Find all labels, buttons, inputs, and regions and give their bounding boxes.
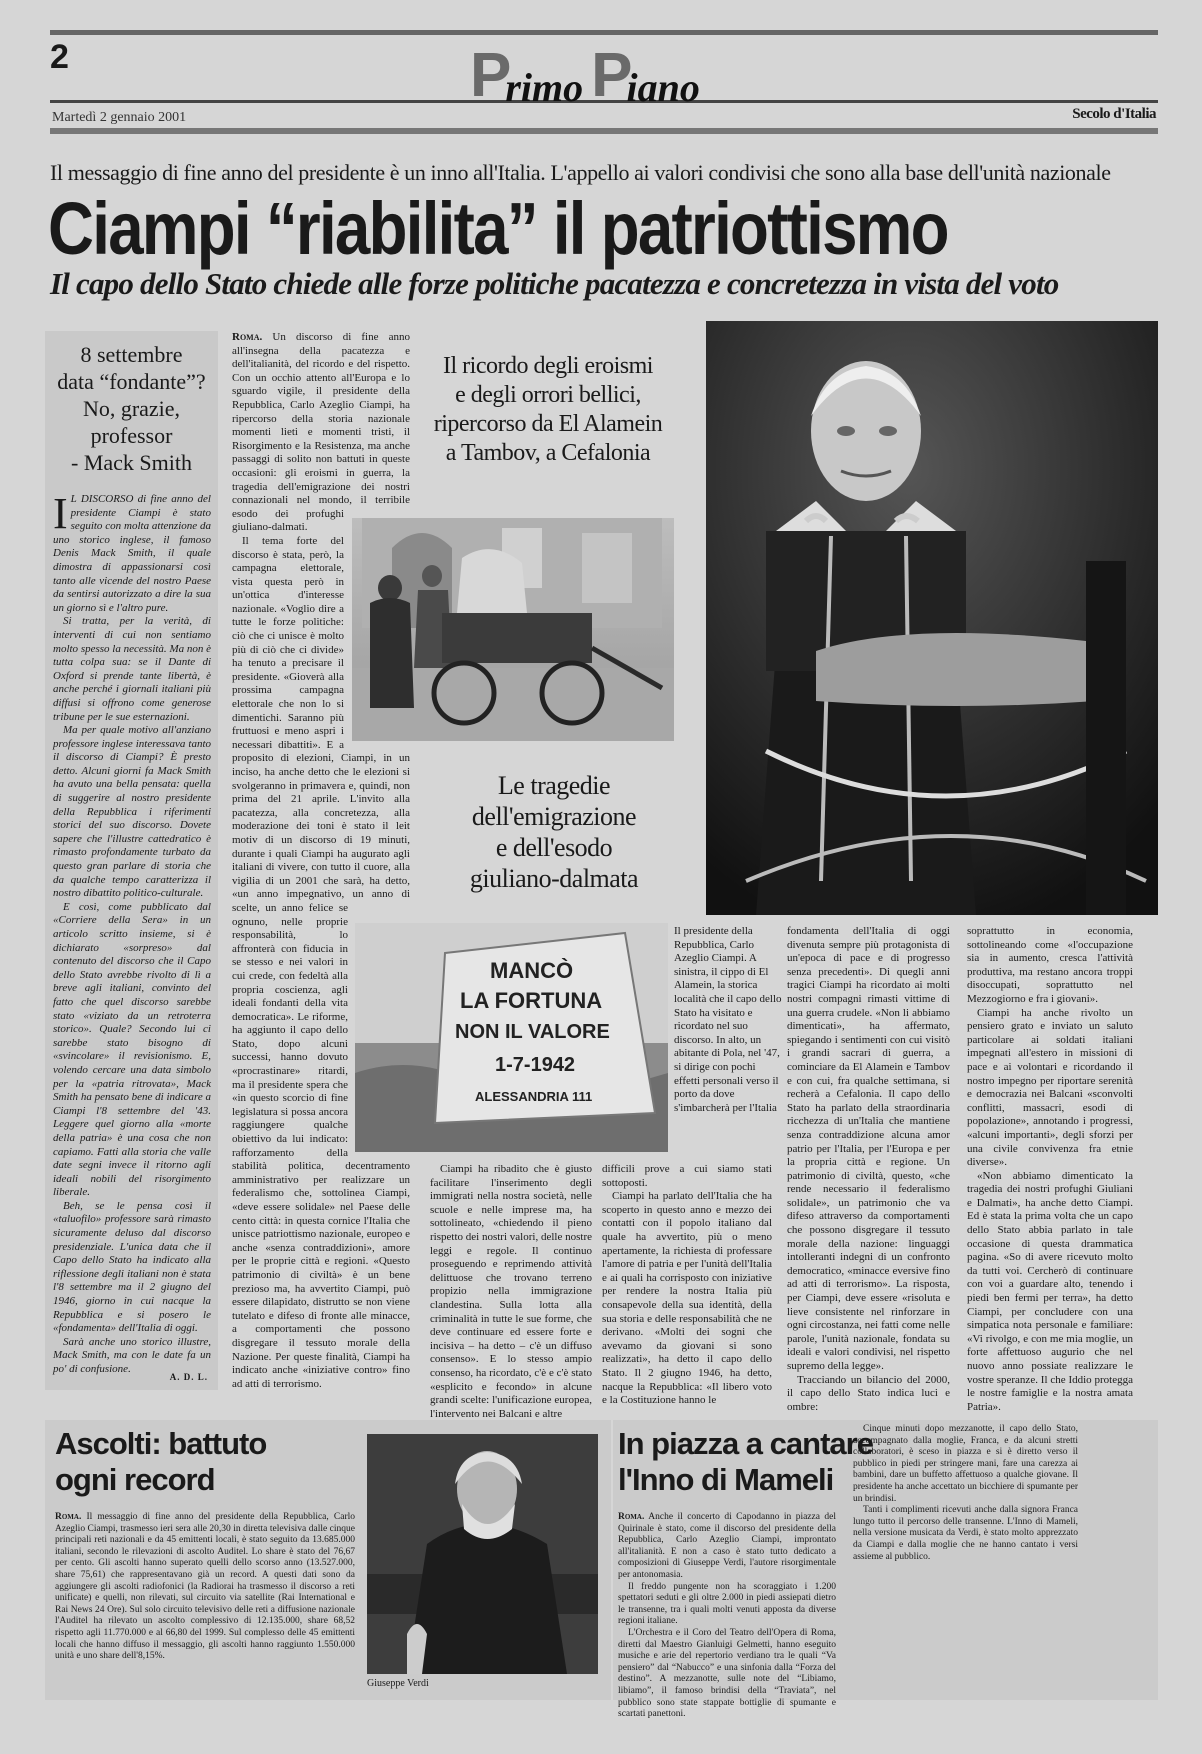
paragraph: Cinque minuti dopo mezzanotte, il capo dello Stato, accompagnato dalla moglie, Franca, e da alcuni stretti collaboratori, è sceso in piazza e si è diretto verso il pubblico in piedi per stringere mani, fare una carezza ai bambini, dare un buffetto affettuoso a qualche giovane. Il presidente ha anche accettato un bicchiere di spumante per un brindisi. bbox=[853, 1424, 1078, 1504]
article-column bbox=[430, 1163, 592, 1420]
paragraph: Sarà anche uno storico illustre, Mack Smith, ma con le date fa un po' di confusione. bbox=[53, 1335, 211, 1375]
subhead-tragedie bbox=[440, 770, 668, 894]
paragraph: L'Orchestra e il Coro del Teatro dell'Opera di Roma, diretti dal Maestro Gianluigi Gelmetti, hanno eseguito musiche e arie del repertorio verdiano tra le quali “Va pensiero” dal “Nabucco” e una sinfonia dalla “Forza del destino”. A mezzanotte, sulle note del “Libiamo, libiamo”, il famoso brindisi della “Traviata”, nel pubblico sono state stappate bottiglie di spumante e scartati panettoni. bbox=[618, 1627, 836, 1720]
subhead-line: e dell'esodo bbox=[495, 833, 613, 862]
mameli-headline bbox=[618, 1426, 873, 1498]
sidebar-title-line: data “fondante”? bbox=[57, 369, 206, 394]
paragraph: Il tema forte del discorso è stata, però, la campagna elettorale, vista questa però in un'ottica d'interesse nazionale. «Voglio dire a tutte le forze politiche: ciò che ci unisce è molto più di ciò che ci divide» ha tenuto a precisare il presidente. «Gioverà alla prossima campagna elettorale che non lo si dimentichi. Saranno più fruttuosi e meno aspri i necessari dibattiti». E a proposito di elezioni, Ciampi, in un inciso, ha anche detto che le elezioni si svolgeranno in primavera e, quindi, non prima del 21 aprile. L'invito alla pacatezza, alla concretezza, alla moderazione dei toni è stato il leit motiv di un discorso di 19 minuti, durante i quali Ciampi ha augurato agli italiani di vivere, con tutto il cuore, alla vigilia di un 2001 che sarà, ha detto, «un anno impegnativo, un anno di scelte, un anno felice se ognuno, nelle proprie responsabilità, lo affronterà con fiducia in se stesso e nei valori in cui crede, con fedeltà alla propria coscienza, agli ideali fondanti della vita democratica». Le riforme, ha aggiunto il capo dello Stato, dopo alcuni successi, hanno dovuto «procrastinare» ritardi, ma il presidente spera che «in questo scorcio di fine legislatura si possa ancora raggiungere qualche obiettivo da lui indicato: rafforzamento della stabilità politica, decentramento amministrativo per realizzare un federalismo che, sottolinea Ciampi, «deve essere solidale» nel Paese delle cento città: in questa cornice l'Italia che unisce patriottismo nazionale, europeo e anche «senza contraddizioni», amore per le proprie città e regioni. «Questo patrimonio di civiltà» è un bene prezioso ma, ha avvertito Ciampi, può essere dilapidato, distrutto se non viene tutelato e difeso di fronte alle minacce, a comportamenti che possono disgregare il tessuto morale della Nazione. Per queste finalità, Ciampi ha indicato anche «iniziative contro» fino ad atti di terrorismo. bbox=[232, 534, 410, 1390]
dateline: Roma. bbox=[232, 331, 263, 343]
section-title bbox=[470, 40, 708, 111]
photo-giuseppe-verdi bbox=[367, 1434, 598, 1674]
author-signature: A. D. L. bbox=[169, 1372, 208, 1382]
stone-text: 1-7-1942 bbox=[495, 1054, 576, 1076]
paragraph: E così, come pubblicato dal «Corriere della Sera» in un articolo scritto insieme, si è dichiarato «sorpreso» dal contenuto del discorso che il Capo dello Stato avrebbe rivolto di lì a breve agli italiani, convinto del fatto che quel discorso sarebbe stato «viziato da un retroterra storico». Quale? Secondo lui ci sarebbe stato bisogno di «svincolare» il revisionismo. E, volendo cercare una data simbolo per la «patria ritrovata», Mack Smith ha pensato bene di indicare a Ciampi l'8 settembre del '43. Leggere quel giorno alla «morte della patria» è una cosa che non capiamo. Fatti alla storia che valle date segni invece il ritorno agli ideali nobili del risorgimento liberale. bbox=[53, 900, 211, 1199]
article-column bbox=[787, 925, 950, 1413]
mameli-body-col1 bbox=[618, 1512, 836, 1720]
paragraph: Anche il concerto di Capodanno in piazza del Quirinale è stato, come il discorso del presidente della Repubblica, Carlo Azeglio Ciampi, improntato all'italianità. E non a caso è stato tutto dedicato a composizioni di Giuseppe Verdi, l'autore risorgimentale per antonomasia. bbox=[618, 1512, 836, 1580]
paragraph: Ma per quale motivo all'anziano professore inglese interessava tanto il discorso di Ciampi? È presto detto. Alcuni giorni fa Mack Smith ha avuto una bella pensata: quella di suggerire al nostro presidente della Repubblica i riferimenti storici del suo discorso. Dovete sapere che l'illustre cattedratico è rimasto profondamente turbato da questo gran parlare di storia che da qualche tempo caratterizza il nostro dibattito politico-culturale. bbox=[53, 724, 211, 900]
paragraph: Ciampi ha ribadito che è giusto facilitare l'inserimento degli immigrati nella nostra società, nelle scuole e nelle imprese ma, ha sottolineato, «chiedendo il pieno rispetto dei nostri valori, delle nostre leggi e regole. Il continuo proseguendo e reprimendo attività delittuose che trovano terreno propizio nella immigrazione clandestina. Sulla lotta alla criminalità in tutte le sue forme, che deve continuare ed essere forte e incisiva – ha detto – c'è un diffuso consenso». E lo stesso ampio consenso, ha ricordato, c'è e c'è stato «esplicito e fecondo» in alcune grandi scelte: l'unificazione europea, l'intervento nei Balcani e altre bbox=[430, 1163, 592, 1420]
paragraph: «Non abbiamo dimenticato la tragedia dei nostri profughi Giuliani e Dalmati», ha anche detto Ciampi. Ed è stata la prima volta che un capo dello Stato abbia parlato in tale occasione di questa drammatica pagina. «So di avere ricevuto molto da tutti voi. Cercherò di continuare con voi a guardare alto, tenendo i piedi ben fermi per terra», ha detto Ciampi, per concludere con una simpatica nota personale e familiare: «Vi rivolgo, e con me mia moglie, un forte affettuoso augurio che nel nuovo anno possiate realizzare le vostre speranze. Il che Iddio protegga le nostre famiglie e la nostra amata Patria». bbox=[967, 1169, 1133, 1413]
sidebar-title-line: No, grazie, bbox=[82, 396, 181, 421]
paragraph: fondamenta dell'Italia di oggi divenuta sempre più protagonista di un'epoca di pace e di progresso senza precedenti». Di quegli anni tragici Ciampi ha ricordato ai molti nostri compagni rimasti vittime di una guerra crudele. «Non li abbiamo dimenticati», ha affermato, spiegando i sentimenti con cui visitò i grandi sacrari di guerra, a cominciare da El Alamein e Tambov e con cui, fra qualche settimana, si recherà a Cefalonia. Il capo dello Stato ha parlato della straordinaria ricchezza di un'Italia che mantiene senza contraddizione alcuna amor patrio per l'Italia, per l'Europa e per la propria città e regione. Un patrimonio di civiltà, questo, «che rende necessario il federalismo solidale», un patrimonio che va difeso attraverso da comportamenti che possono disgregare il tessuto morale della nazione: linguaggi intolleranti indegni di un confronto democratico, «minacce eversive fino ad atti di terrorismo». La risposta, per Ciampi, deve essere «risoluta e lieve consistente nel rinforzare in ogni circostanza, nei fatti come nelle parole, l'unità nazionale, fondata su ideali e valori condivisi, nel rispetto supremo della legge». bbox=[787, 925, 950, 1372]
section-title-word: rimo bbox=[505, 65, 584, 110]
mameli-article bbox=[613, 1420, 1158, 1720]
paragraph: L DISCORSO di fine anno del presidente Ciampi è stato seguito con molta attenzione da uno storico inglese, il famoso Denis Mack Smith, il quale dimostra di appassionarsi così tanto alle vicende del nostro Paese da sentirsi autorizzato a dire la sua un giorno sì e l'altro pure. bbox=[53, 493, 211, 614]
mameli-body-col2 bbox=[853, 1424, 1078, 1694]
stone-text: MANCÒ bbox=[490, 958, 574, 983]
section-title-initial: P bbox=[591, 41, 633, 110]
paragraph: Un discorso di fine anno all'insegna della pacatezza e dell'italianità, del ricordo e del rispetto. Con un occhio attento all'Europa e lo sguardo vigile, il presidente della Repubblica, Carlo Azeglio Ciampi, ha ripercorso della storia nazionale momenti lieti e momenti tristi, il Risorgimento e la Resistenza, ma anche passaggi di solito non battuti in queste occasioni: gli eroismi in guerra, la tragedia dell'emigrazione dei nostri connazionali nel mondo, il terribile esodo dei profughi giuliano-dalmati. bbox=[232, 331, 410, 534]
paragraph: Ciampi ha parlato dell'Italia che ha scoperto in questo anno e mezzo dei contatti con il popolo italiano dal quale ha avvertito, più o meno apertamente, la richiesta di professare l'amore di patria e per l'unità dell'Italia e ai quali ha corrisposto con iniziative per rendere la nostra Italia più consapevole della sua identità, della sua storia e delle responsabilità che ne derivano. «Molti dei sogni che avevamo da giovani si sono realizzati», ha detto il capo dello Stato. Il 2 giugno 1946, ha detto, nacque la Repubblica: «Il libero voto e la Costituzione hanno le bbox=[602, 1190, 772, 1407]
stone-text: ALESSANDRIA 111 bbox=[475, 1089, 593, 1104]
subhead-line: e degli orrori bellici, bbox=[455, 382, 641, 408]
photo-ciampi bbox=[706, 321, 1158, 915]
section-title-initial: P bbox=[470, 41, 512, 110]
paragraph: Il messaggio di fine anno del presidente della Repubblica, Carlo Azeglio Ciampi, trasmesso ieri sera alle 20,30 in diretta televisiva dalle cinque principali reti nazionali e da 45 emittenti locali, è stato seguito da 13.685.000 italiani, secondo le rilevazioni di ascolto Auditel. Lo share è stato del 76,67 per cento. Gli ascolti hanno superato quelli dello scorso anno (13.527.000, share 75,61) che rappresentavano già un record. A questi dati sono da aggiungere gli ascolti radiofonici (la Radiorai ha trasmesso il discorso a reti unificate) e quelli, non rilevati, sul circuito via satellite (Rai International e Rai News 24 Ore). Sul solo circuito televisivo delle reti a diffusione nazionale l'Auditel ha rilevato un ascolto complessivo di 12.135.000, share 68,52 rispetto agli 11.770.000 e al 66,80 del 1999. Sul complesso delle 45 emittenti locali che hanno diffuso il messaggio, gli ascolti hanno raggiunto 1.550.000 unità e uno share dell'8,15%. bbox=[55, 1512, 356, 1662]
headline-line: l'Inno di Mameli bbox=[618, 1462, 834, 1497]
dateline: Roma. bbox=[618, 1512, 645, 1522]
subhead-line: Le tragedie bbox=[497, 771, 611, 800]
article-deck: Il capo dello Stato chiede alle forze politiche pacatezza e concretezza in vista del voto bbox=[50, 266, 1059, 301]
headline-line: ogni record bbox=[55, 1462, 215, 1497]
paragraph: Si tratta, per la verità, di interventi di cui non sentiamo molto spesso la necessità. Ma non è tutta colpa sua: se il Dante di Oxford si prende tante libertà, è anche perché i giornali italiani più diffusi si offrono come generose tribune per le sue esternazioni. bbox=[53, 615, 211, 723]
article-column bbox=[602, 1163, 772, 1407]
sidebar-title-line: - Mack Smith bbox=[71, 450, 192, 475]
stone-text: LA FORTUNA bbox=[460, 988, 603, 1013]
paragraph: Beh, se le pensa così il «taluofilo» professore sarà rimasto sicuramente deluso dal discorso presidenziale. L'unica data che il Capo dello Stato ha indicato alla riflessione degli italiani non è stata l'8 settembre ma il 2 giugno del 1946, giorno in cui nacque la Repubblica e si posero le «fondamenta» dell'Italia di oggi. bbox=[53, 1199, 211, 1335]
ascolti-headline bbox=[55, 1426, 266, 1498]
article-headline: Ciampi “riabilita” il patriottismo bbox=[48, 187, 948, 270]
photo-el-alamein-memorial bbox=[355, 923, 668, 1152]
section-title-word: iano bbox=[626, 65, 700, 110]
paragraph: difficili prove a cui siamo stati sottoposti. bbox=[602, 1163, 772, 1189]
sidebar-title-line: 8 settembre bbox=[80, 342, 183, 367]
subhead-ricordo bbox=[418, 352, 678, 468]
issue-date: Martedì 2 gennaio 2001 bbox=[52, 110, 187, 125]
subhead-line: dell'emigrazione bbox=[471, 802, 637, 831]
sidebar-body bbox=[53, 489, 211, 1375]
sidebar-title bbox=[45, 341, 218, 476]
sidebar-commentary bbox=[45, 331, 218, 1390]
article-column bbox=[967, 925, 1133, 1413]
article-column bbox=[232, 331, 410, 1390]
date-rule bbox=[50, 128, 1158, 134]
photo-pola-exodus bbox=[352, 518, 674, 741]
article-kicker: Il messaggio di fine anno del presidente è un inno all'Italia. L'appello ai valori condivisi che sono alla base dell'unità nazionale bbox=[50, 160, 1111, 185]
subhead-line: giuliano-dalmata bbox=[469, 864, 639, 893]
headline-line: Ascolti: battuto bbox=[55, 1426, 267, 1461]
stone-text: NON IL VALORE bbox=[455, 1021, 610, 1043]
paragraph: Tracciando un bilancio del 2000, il capo dello Stato indica luci e ombre: bbox=[787, 1373, 950, 1413]
page-number: 2 bbox=[50, 38, 69, 76]
paragraph: Il freddo pungente non ha scoraggiato i 1.200 spettatori seduti e gli oltre 2.000 in piedi assiepati dietro le transenne, tra i quali molti venuti apposta da diverse regioni italiane. bbox=[618, 1581, 836, 1627]
ascolti-article bbox=[45, 1420, 611, 1700]
ascolti-body bbox=[55, 1512, 355, 1692]
top-rule bbox=[50, 30, 1158, 35]
drop-cap: I bbox=[53, 489, 68, 538]
newspaper-name: Secolo d'Italia bbox=[1072, 106, 1156, 122]
sidebar-title-line: professor bbox=[90, 423, 173, 448]
paragraph: Tanti i complimenti ricevuti anche dalla signora Franca lungo tutto il percorso delle transenne. L'Inno di Mameli, nella versione musicata da Verdi, è stato molto apprezzato da Ciampi e dalla moglie che ne hanno cantato i versi assieme al pubblico. bbox=[853, 1505, 1078, 1562]
dateline: Roma. bbox=[55, 1512, 82, 1522]
subhead-line: Il ricordo degli eroismi bbox=[443, 353, 653, 379]
subhead-line: ripercorso da El Alamein bbox=[433, 411, 663, 437]
headline-line: In piazza a cantare bbox=[618, 1426, 873, 1461]
subhead-line: a Tambov, a Cefalonia bbox=[445, 440, 651, 466]
photo-caption: Il presidente della Repubblica, Carlo Azeglio Ciampi. A sinistra, il cippo di El Alamein, la storica località che il capo dello Stato ha visitato e ricordato nel suo discorso. In alto, un abitante di Pola, nel '47, si dirige con pochi effetti personali verso il porto da dove s'imbarcherà per l'Italia bbox=[674, 925, 782, 1114]
paragraph: Ciampi ha anche rivolto un pensiero grato e inviato un saluto particolare ai soldati italiani impegnati all'estero in missioni di pace e ai volontari e ricordando il nostro impegno per riportare serenità e democrazia nei Balcani «sconvolti conflitti, massacri, esodi di popolazione», annotando i progressi, «alcuni importanti», degli sforzi per una civile convivenza fra etnie diverse». bbox=[967, 1006, 1133, 1169]
paragraph: soprattutto in economia, sottolineando come «l'occupazione sia in aumento, cresca l'attività produttiva, ma restano ancora troppi disoccupati, soprattutto nel Mezzogiorno e fra i giovani». bbox=[967, 925, 1133, 1005]
verdi-photo-caption: Giuseppe Verdi bbox=[367, 1678, 429, 1689]
